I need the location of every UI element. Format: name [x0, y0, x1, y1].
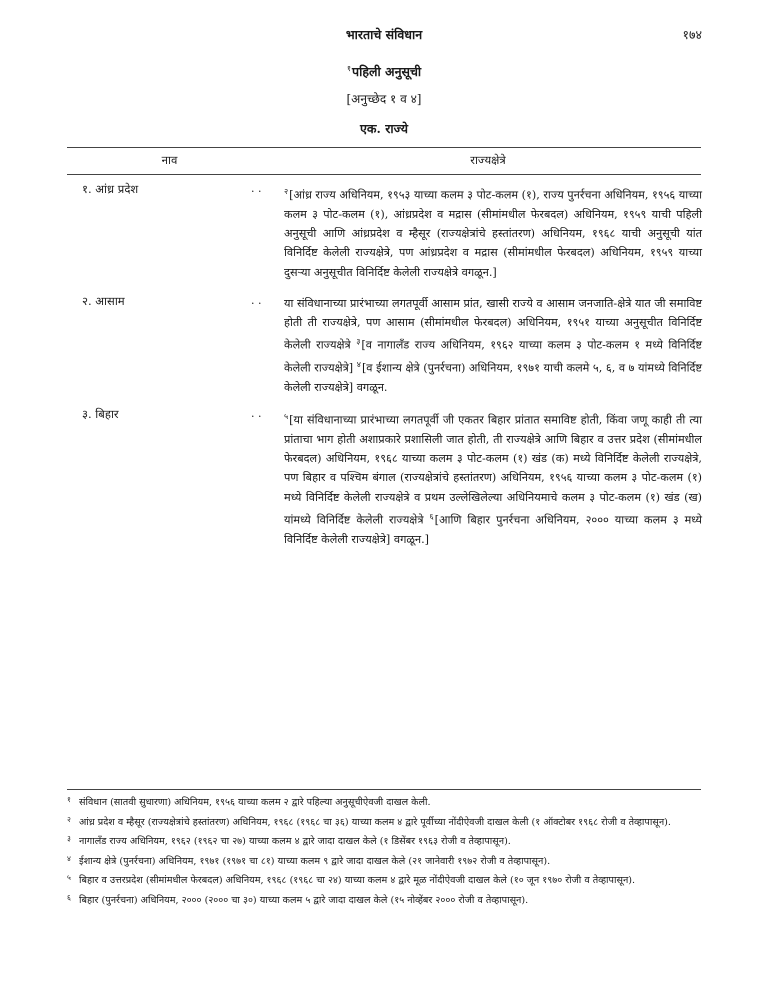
footnote — [67, 834, 703, 850]
leader-dots: . . — [251, 182, 262, 195]
footnote-mark: ३ — [67, 834, 71, 844]
territory-text: या संविधानाच्या प्रारंभाच्या लगतपूर्वी आसाम प्रांत, खासी राज्ये व आसाम जनजाति-क्षेत्रे यात जी समाविष्ट होती ती राज्यक्षेत्रे, पण आसाम (सीमांमधील फेरबदल) अधिनियम, १९५१ याच्या अनुसूचीत विनिर्दिष्ट केलेली राज्यक्षेत्रे — [284, 297, 702, 353]
territory-text: [आंध्र राज्य अधिनियम, १९५३ याच्या कलम ३ पोट-कलम (१), राज्य पुनर्रचना अधिनियम, १९५६ याच्या कलम ३ पोट-कलम (१), आंध्रप्रदेश व मद्रास (सीमांमधील फेरबदल) अधिनियम, १९५९ याची पहिली अनुसूची आणि आंध्रप्रदेश व म्हैसूर (राज्यक्षेत्रांचे हस्तांतरण) अधिनियम, १९६८ याची अनुसूची यांत विनिर्दिष्ट केलेली राज्यक्षेत्रे, पण आंध्रप्रदेश व मद्रास (सीमांमधील फेरबदल) अधिनियम, १९५९ याच्या दुसऱ्या अनुसूचीत विनिर्दिष्ट केलेली राज्यक्षेत्रे वगळून.] — [284, 188, 702, 279]
footnote-text: ईशान्य क्षेत्रे (पुनर्रचना) अधिनियम, १९७१ (१९७१ चा ८१) याच्या कलम ९ द्वारे जादा दाखल केले (२१ जानेवारी १९७२ रोजी व तेव्हापासून). — [79, 855, 551, 867]
state-territory — [284, 294, 702, 397]
footnote-text: बिहार (पुनर्रचना) अधिनियम, २००० (२००० चा ३०) याच्या कलम ५ द्वारे जादा दाखल केले (१५ नोव्हेंबर २००० रोजी व तेव्हापासून). — [79, 894, 529, 906]
footnote-mark: ४ — [67, 853, 71, 863]
footnote — [67, 854, 703, 870]
page-number: १७४ — [682, 27, 702, 42]
footnote-text: बिहार व उत्तरप्रदेश (सीमांमधील फेरबदल) अधिनियम, १९६८ (१९६८ चा २४) याच्या कलम ४ द्वारे मूळ नोंदीऐवजी दाखल केले (१० जून १९७० रोजी व तेव्हापासून). — [79, 875, 636, 887]
footnote — [67, 893, 703, 909]
footnote-mark: २ — [67, 814, 71, 824]
footnotes — [67, 795, 703, 913]
column-header-territory: राज्यक्षेत्रे — [470, 153, 506, 167]
state-territory — [284, 182, 702, 282]
page-header-title: भारताचे संविधान — [345, 27, 423, 42]
state-territory — [284, 407, 702, 549]
footnote-marker: ३ — [356, 337, 361, 347]
table-header-rule — [67, 174, 701, 175]
footnote — [67, 873, 703, 889]
footnote-text: आंध्र प्रदेश व म्हैसूर (राज्यक्षेत्रांचे हस्तांतरण) अधिनियम, १९६८ (१९६८ चा ३६) याच्या कलम ४ द्वारे पूर्वीच्या नोंदीऐवजी दाखल केली (१ ऑक्टोबर १९६८ रोजी व तेव्हापासून). — [79, 816, 671, 828]
footnote — [67, 795, 703, 811]
territory-text: [व नागालँड राज्य अधिनियम, १९६२ याच्या कलम ३ पोट-कलम १ मध्ये विनिर्दिष्ट केलेली राज्यक्षेत्रे] — [284, 339, 703, 376]
footnote — [67, 815, 703, 831]
territory-text: [या संविधानाच्या प्रारंभाच्या लगतपूर्वी जी एकतर बिहार प्रांतात समाविष्ट होती, किंवा जणू काही ती त्या प्रांताचा भाग होती अशाप्रकारे प्रशासिली जात होती, ती राज्यक्षेत्रे आणि बिहार व उत्तर प्रदेश (सीमांमधील फेरबदल) अधिनियम, १९६८ याच्या कलम ३ पोट-कलम (१) खंड (क) मध्ये विनिर्दिष्ट केलेली राज्यक्षेत्रे, पण बिहार व पश्चिम बंगाल (राज्यक्षेत्रांचे हस्तांतरण) अधिनियम, १९५६ याच्या कलम ३ पोट-कलम (१) मध्ये विनिर्दिष्ट केलेली राज्यक्षेत्रे व प्रथम उल्लेखिलेल्या अधिनियमाचे कलम ३ पोट-कलम (१) खंड (ख) यांमध्ये विनिर्दिष्ट केलेली राज्यक्षेत्रे — [284, 413, 702, 527]
footnote-text: संविधान (सातवी सुधारणा) अधिनियम, १९५६ याच्या कलम २ द्वारे पहिल्या अनुसूचीऐवजी दाखल केली. — [79, 797, 431, 808]
schedule-articles: [अनुच्छेद १ व ४] — [346, 92, 422, 106]
state-name: ३. बिहार — [82, 407, 119, 421]
footnote-marker: २ — [284, 187, 289, 196]
column-header-name: नाव — [161, 153, 178, 167]
footnote-rule — [67, 789, 701, 790]
schedule-title-text: पहिली अनुसूची — [352, 64, 422, 80]
leader-dots: . . — [251, 294, 262, 307]
state-name: २. आसाम — [82, 294, 125, 308]
footnote-marker: ४ — [356, 360, 361, 370]
territory-text: [आणि बिहार पुनर्रचना अधिनियम, २००० याच्या कलम ३ मध्ये विनिर्दिष्ट केलेली राज्यक्षेत्रे] वगळून.] — [284, 513, 702, 546]
state-name: १. आंध्र प्रदेश — [82, 182, 139, 196]
footnote-marker: ६ — [429, 511, 434, 521]
footnote-mark: १ — [67, 795, 71, 804]
footnote-mark: ५ — [67, 873, 71, 883]
leader-dots: . . — [251, 407, 262, 420]
footnote-marker: १ — [346, 64, 351, 73]
part-title: एक. राज्ये — [360, 121, 408, 136]
territory-text: [व ईशान्य क्षेत्रे (पुनर्रचना) अधिनियम, १९७१ याची कलमे ५, ६, व ७ यांमध्ये विनिर्दिष्ट केलेली राज्यक्षेत्रे] वगळून. — [284, 362, 703, 395]
footnote-mark: ६ — [67, 892, 71, 902]
table-top-rule — [67, 147, 701, 148]
schedule-title — [0, 63, 768, 80]
footnote-text: नागालँड राज्य अधिनियम, १९६२ (१९६२ चा २७) याच्या कलम ४ द्वारे जादा दाखल केले (१ डिसेंबर १९६३ रोजी व तेव्हापासून). — [79, 836, 511, 848]
footnote-marker: ५ — [284, 412, 289, 421]
